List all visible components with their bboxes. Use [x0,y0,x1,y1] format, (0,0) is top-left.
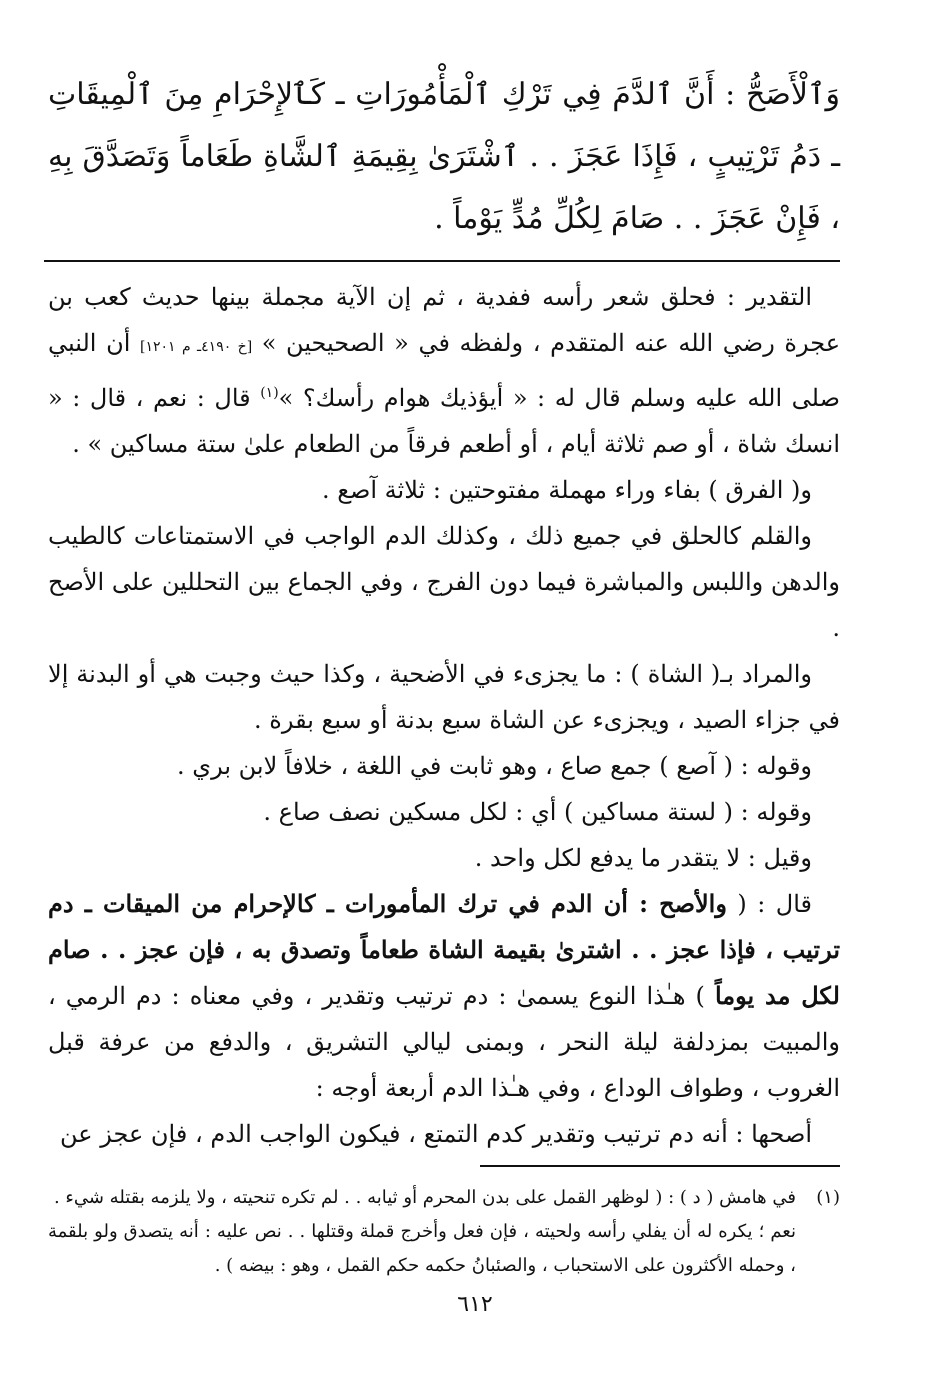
commentary-paragraph: وقوله : ( آصع ) جمع صاع ، وهو ثابت في اللغة ، خلافاً لابن بري . [177,752,812,780]
commentary-paragraph [48,274,840,467]
footnotes [48,1181,840,1283]
book-page [48,60,840,1350]
commentary-text: قال : نعم ، قال : « انسك شاة ، أو صم ثلاثة أيام ، أو أطعم فرقاً من الطعام علىٰ ستة مساكين » . [48,384,840,458]
matn-text: وَٱلْأَصَحُّ : أَنَّ ٱلدَّمَ فِي تَرْكِ ٱلْمَأْمُورَاتِ ـ كَٱلإِحْرَامِ مِنَ ٱلْمِيقَاتِ ـ دَمُ تَرْتِيبٍ ، فَإِذَا عَجَزَ . . ٱشْتَرَىٰ بِقِيمَةِ ٱلشَّاةِ طَعَاماً وَتَصَدَّقَ بِهِ ، فَإِنْ عَجَزَ . . صَامَ لِكُلِّ مُدٍّ يَوْماً . [48,77,840,236]
commentary-paragraph: والمراد بـ( الشاة ) : ما يجزىء في الأضحية ، وكذا حيث وجبت هي أو البدنة إلا في جزاء الصيد ، ويجزىء عن الشاة سبع بدنة أو سبع بقرة . [48,660,840,734]
commentary-paragraph: و( الفرق ) بفاء وراء مهملة مفتوحتين : ثلاثة آصع . [321,476,812,504]
commentary-text: التقدير : فحلق شعر رأسه ففدية ، ثم إن الآية مجملة بينها حديث كعب بن عجرة رضي الله عنه المتقدم ، ولفظه في « الصحيحين » [48,283,841,357]
commentary-text: قال : ( [737,890,812,918]
footnote-continuation: نعم ؛ يكره له أن يفلي رأسه ولحيته ، فإن فعل وأخرج قملة وقتلها . . نص عليه : أنه يتصدق ولو بلقمة ، وحمله الأكثرون على الاستحباب ، والصئبانُ حكمه حكم القمل ، وهو : بيضه ) . [48,1221,796,1276]
footnote [48,1181,840,1215]
commentary-paragraph: والقلم كالحلق في جميع ذلك ، وكذلك الدم الواجب في الاستمتاعات كالطيب والدهن واللبس والمباشرة فيما دون الفرج ، وفي الجماع بين التحللين على الأصح . [48,522,840,642]
commentary-paragraph: وقوله : ( لستة مساكين ) أي : لكل مسكين نصف صاع . [263,798,812,826]
commentary-paragraph: أصحها : أنه دم ترتيب وتقدير كدم التمتع ، فيكون الواجب الدم ، فإن عجز عن [60,1120,812,1148]
hadith-reference: [خ ٤١٩٠ـ م ١٢٠١] [139,339,253,355]
commentary-text: ) هـٰذا النوع يسمىٰ : دم ترتيب وتقدير ، وفي معناه : دم الرمي ، والمبيت بمزدلفة ليلة النحر ، وبمنى ليالي التشريق ، والدفع من عرفة قبل الغروب ، وطواف الوداع ، وفي هـٰذا الدم أربعة أوجه : [48,982,840,1102]
footnote-marker[interactable]: (١) [260,385,279,401]
commentary [48,274,840,1157]
matn-divider [44,260,840,262]
commentary-text: أن النبي صلى الله عليه وسلم قال له : « أيؤذيك هوام رأسك؟ » [48,329,840,412]
commentary-paragraph [48,881,840,1111]
page-number: ٦١٢ [457,1292,493,1317]
footnote-divider [480,1165,840,1167]
quoted-matn: والأصح : أن الدم في ترك المأمورات ـ كالإحرام من الميقات ـ دم ترتيب ، فإذا عجز . . اشترىٰ بقيمة الشاة طعاماً وتصدق به ، فإن عجز . . صام لكل مد يوماً [48,889,840,1010]
commentary-paragraph: وقيل : لا يتقدر ما يدفع لكل واحد . [474,844,812,872]
footnote-text: في هامش ( د ) : ( لوظهر القمل على بدن المحرم أو ثيابه . . لم تكره تنحيته ، ولا يلزمه بقتله شيء . [53,1187,796,1208]
footnote-number: (١) [816,1187,840,1208]
